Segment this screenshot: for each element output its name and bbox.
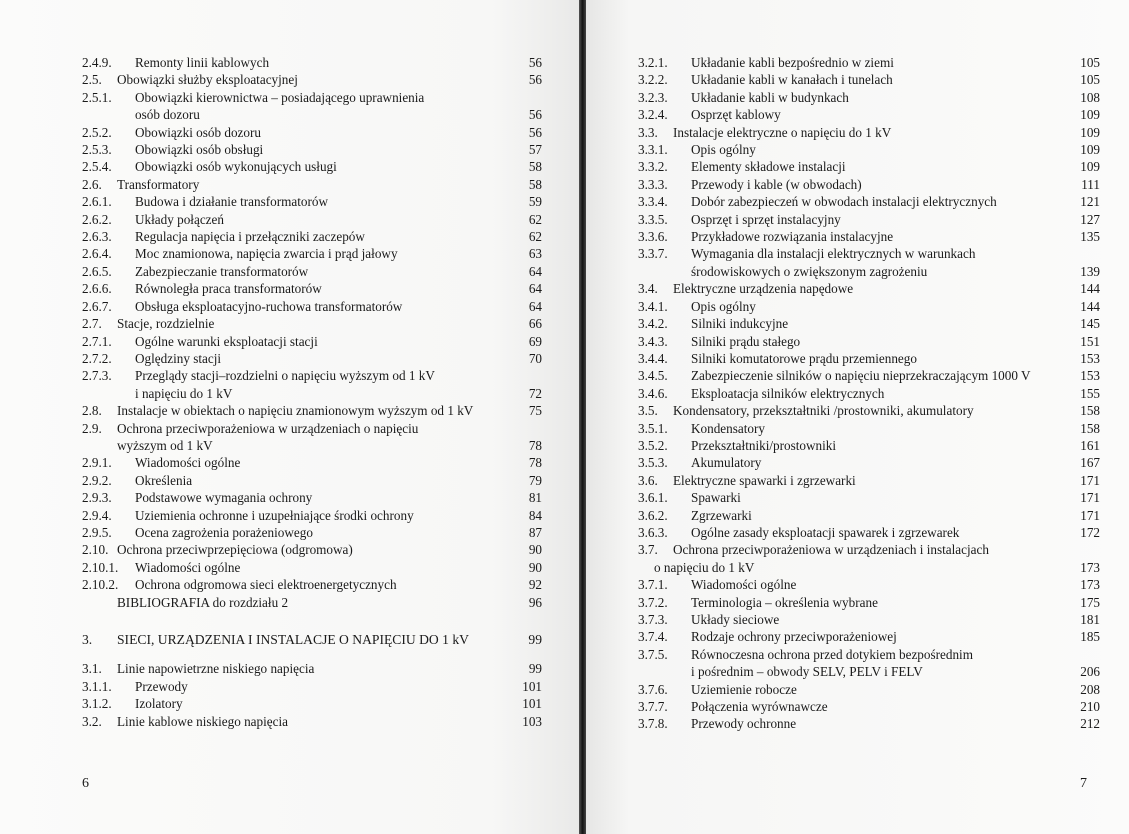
toc-entry-number: 3.7.4. — [638, 629, 668, 645]
toc-entry — [82, 367, 542, 384]
toc-entry-number: 2.10.1. — [82, 559, 119, 575]
toc-entry-title: Opis ogólny — [691, 142, 756, 158]
toc-entry-page: 212 — [1080, 716, 1100, 732]
toc-entry-page: 105 — [1080, 55, 1100, 70]
toc-entry-title: Zabezpieczanie transformatorów — [135, 263, 309, 279]
toc-entry-number: 2.6.4. — [82, 246, 112, 262]
toc-entry-title: Silniki komutatorowe prądu przemiennego — [691, 350, 917, 366]
toc-entry-title: Ochrona przeciwporażeniowa w urządzeniach o napięciu — [117, 420, 419, 436]
toc-entry — [82, 298, 542, 315]
toc-entry — [82, 660, 542, 677]
toc-entry-title: Ogólne zasady eksploatacji spawarek i zgrzewarek — [691, 524, 960, 540]
toc-entry-number: 2.9.5. — [82, 524, 112, 540]
toc-entry-page: 90 — [528, 559, 542, 575]
toc-entry-number: 3.4.4. — [638, 350, 668, 366]
toc-entry-number: 2.5.4. — [82, 159, 112, 175]
toc-entry-number: 3.7.3. — [638, 612, 668, 627]
toc-entry-number: 3.7.5. — [638, 646, 668, 662]
toc-entry-title: Obsługa eksploatacyjno-ruchowa transformatorów — [135, 298, 403, 314]
toc-entry-page: 108 — [1080, 89, 1100, 105]
toc-entry-title: o napięciu do 1 kV — [654, 559, 755, 575]
toc-entry-number: 3.4.3. — [638, 333, 668, 349]
toc-entry-title: Budowa i działanie transformatorów — [135, 194, 328, 210]
toc-entry-title: Przewody ochronne — [691, 716, 797, 732]
toc-entry-page: 56 — [528, 72, 542, 88]
toc-entry-number: 3.4.6. — [638, 385, 668, 401]
toc-entry-number: 3.7.1. — [638, 577, 668, 593]
toc-entry-title: Układy połączeń — [135, 211, 224, 227]
toc-entry-number: 3.6.1. — [638, 490, 668, 506]
toc-entry — [82, 541, 542, 558]
toc-entry — [82, 507, 542, 524]
toc-entry-number: 2.7.3. — [82, 368, 112, 384]
toc-entry-number: 3.3.6. — [638, 229, 668, 245]
toc-entry-number: 3.2.1. — [638, 55, 668, 70]
toc-entry-title: Linie napowietrzne niskiego napięcia — [117, 661, 315, 677]
toc-entry-title: Podstawowe wymagania ochrony — [135, 490, 313, 506]
toc-entry-page: 172 — [1080, 524, 1100, 540]
toc-entry-page: 92 — [528, 577, 542, 593]
toc-entry-number: 3.3.5. — [638, 211, 668, 227]
toc-entry — [82, 420, 542, 437]
page-number-right: 7 — [1080, 776, 1087, 791]
toc-spacer — [82, 648, 542, 660]
toc-entry — [638, 176, 1100, 193]
toc-entry — [82, 141, 542, 158]
toc-entry-page: 58 — [528, 176, 542, 192]
toc-entry — [638, 524, 1100, 541]
toc-entry — [82, 176, 542, 193]
toc-entry-page: 144 — [1080, 281, 1100, 297]
toc-entry-title: i pośrednim – obwody SELV, PELV i FELV — [691, 664, 923, 680]
toc-entry-page: 57 — [528, 142, 542, 158]
toc-entry-page: 101 — [522, 696, 542, 712]
toc-entry-number: 3.7.2. — [638, 594, 668, 610]
toc-entry — [82, 472, 542, 489]
toc-entry-number: 2.7.2. — [82, 350, 112, 366]
toc-entry-title: Opis ogólny — [691, 298, 756, 314]
toc-entry — [638, 280, 1100, 297]
toc-entry — [638, 681, 1100, 698]
toc-entry-page: 99 — [528, 661, 542, 677]
toc-entry — [638, 367, 1100, 384]
toc-entry-page: 64 — [528, 263, 542, 279]
toc-entry — [638, 698, 1100, 715]
toc-entry-title: Układy sieciowe — [691, 612, 780, 627]
toc-entry — [82, 333, 542, 350]
toc-entry-page: 70 — [528, 350, 542, 366]
toc-entry-number: 3.6.2. — [638, 507, 668, 523]
toc-entry-page: 109 — [1080, 124, 1100, 140]
toc-entry-title: i napięciu do 1 kV — [135, 385, 233, 401]
toc-entry-page: 59 — [528, 194, 542, 210]
toc-entry-page: 109 — [1080, 159, 1100, 175]
toc-entry-number: 2.10. — [82, 542, 109, 558]
toc-entry-title: Uziemienie robocze — [691, 681, 797, 697]
toc-entry-title: Elementy składowe instalacji — [691, 159, 846, 175]
toc-entry — [82, 678, 542, 695]
toc-entry-number: 3.1.2. — [82, 696, 112, 712]
toc-entry-number: 2.6.5. — [82, 263, 112, 279]
toc-entry-title: Równoległa praca transformatorów — [135, 281, 322, 297]
toc-entry-page: 158 — [1080, 420, 1100, 436]
toc-entry-title: Instalacje w obiektach o napięciu znamionowym wyższym od 1 kV — [117, 403, 474, 419]
toc-entry-title: Dobór zabezpieczeń w obwodach instalacji elektrycznych — [691, 194, 997, 210]
toc-entry — [82, 559, 542, 576]
toc-entry — [638, 507, 1100, 524]
toc-entry-page: 173 — [1080, 577, 1100, 593]
toc-entry-page: 167 — [1080, 455, 1100, 471]
toc-entry-number: 2.5. — [82, 72, 102, 88]
toc-entry-number: 3.6. — [638, 472, 658, 488]
toc-entry-title: Izolatory — [135, 696, 183, 712]
toc-entry-title: Elektryczne urządzenia napędowe — [673, 281, 854, 297]
toc-entry-number: 2.4.9. — [82, 55, 112, 70]
toc-entry-title: Linie kablowe niskiego napięcia — [117, 713, 289, 729]
toc-entry-page: 109 — [1080, 107, 1100, 123]
toc-entry-title: Ochrona odgromowa sieci elektroenergetycznych — [135, 577, 397, 593]
toc-entry-title: Instalacje elektryczne o napięciu do 1 kV — [673, 124, 892, 140]
toc-entry — [638, 228, 1100, 245]
toc-entry — [82, 228, 542, 245]
toc-entry-title: Transformatory — [117, 176, 200, 192]
toc-entry-number: 2.6.6. — [82, 281, 112, 297]
toc-entry-page: 56 — [528, 124, 542, 140]
toc-entry-page: 109 — [1080, 142, 1100, 158]
toc-entry — [638, 559, 1100, 576]
toc-entry-page: 127 — [1080, 211, 1100, 227]
toc-entry — [638, 89, 1100, 106]
toc-entry — [638, 663, 1100, 680]
toc-entry-number: 3.2.3. — [638, 89, 668, 105]
toc-entry-number: 3.1. — [82, 661, 102, 677]
toc-entry-page: 173 — [1080, 559, 1100, 575]
toc-entry-page: 84 — [528, 507, 542, 523]
toc-entry-page: 64 — [528, 298, 542, 314]
toc-entry-number: 2.6. — [82, 176, 102, 192]
toc-entry-title: Ochrona przeciwporażeniowa w urządzeniach i instalacjach — [673, 542, 989, 558]
toc-entry — [638, 594, 1100, 611]
toc-entry-title: Obowiązki osób wykonujących usługi — [135, 159, 337, 175]
toc-entry-number: 2.7.1. — [82, 333, 112, 349]
toc-entry-page: 103 — [522, 713, 542, 729]
toc-entry — [82, 437, 542, 454]
page-number-left: 6 — [82, 776, 89, 791]
toc-entry-title: Określenia — [135, 472, 193, 488]
toc-entry-number: 3. — [82, 632, 93, 647]
toc-entry-page: 175 — [1080, 594, 1100, 610]
toc-entry — [82, 193, 542, 210]
toc-entry-title: Obowiązki osób dozoru — [135, 124, 261, 140]
toc-entry — [638, 541, 1100, 558]
toc-entry-page: 206 — [1080, 664, 1100, 680]
toc-entry-number: 3.5.3. — [638, 455, 668, 471]
toc-spacer — [82, 611, 542, 631]
toc-entry — [82, 489, 542, 506]
toc-entry — [638, 158, 1100, 175]
toc-entry-title: Eksploatacja silników elektrycznych — [691, 385, 885, 401]
toc-entry-number: 2.10.2. — [82, 577, 119, 593]
toc-entry-number: 3.4. — [638, 281, 658, 297]
toc-entry-title: Osprzęt kablowy — [691, 107, 781, 123]
toc-entry-title: Silniki indukcyjne — [691, 316, 789, 332]
toc-entry-page: 121 — [1080, 194, 1100, 210]
toc-entry-title: Remonty linii kablowych — [135, 55, 270, 70]
toc-entry-number: 3.4.5. — [638, 368, 668, 384]
toc-entry-page: 145 — [1080, 316, 1100, 332]
right-page — [586, 0, 1129, 834]
toc-entry-page: 56 — [528, 107, 542, 123]
toc-entry-number: 3.1.1. — [82, 678, 112, 694]
toc-entry-title: Ochrona przeciwprzepięciowa (odgromowa) — [117, 542, 353, 558]
toc-entry-number: 3.2. — [82, 713, 102, 729]
toc-entry — [82, 211, 542, 228]
toc-entry — [82, 524, 542, 541]
toc-entry-page: 81 — [528, 490, 542, 506]
toc-entry-page: 87 — [528, 524, 542, 540]
toc-entry — [638, 141, 1100, 158]
toc-entry — [638, 71, 1100, 88]
toc-entry — [638, 124, 1100, 141]
toc-entry-title: Wiadomości ogólne — [135, 559, 241, 575]
toc-entry-page: 56 — [528, 55, 542, 70]
toc-entry-page: 155 — [1080, 385, 1100, 401]
toc-entry — [638, 454, 1100, 471]
toc-entry-title: Akumulatory — [691, 455, 762, 471]
toc-entry-number: 2.9.2. — [82, 472, 112, 488]
toc-entry — [82, 713, 542, 730]
toc-entry-page: 105 — [1080, 72, 1100, 88]
toc-entry — [82, 402, 542, 419]
toc-left — [82, 54, 542, 730]
toc-entry-title: Kondensatory, przekształtniki /prostowniki, akumulatory — [673, 403, 974, 419]
toc-entry — [82, 245, 542, 262]
toc-entry-page: 171 — [1080, 472, 1100, 488]
toc-entry-number: 3.3.1. — [638, 142, 668, 158]
toc-entry — [82, 315, 542, 332]
toc-entry — [82, 106, 542, 123]
toc-entry-page: 99 — [528, 632, 542, 647]
toc-entry-number: 3.7.8. — [638, 716, 668, 732]
toc-entry-title: Moc znamionowa, napięcia zwarcia i prąd jałowy — [135, 246, 398, 262]
toc-entry-title: Regulacja napięcia i przełączniki zaczepów — [135, 229, 365, 245]
toc-entry-number: 2.6.3. — [82, 229, 112, 245]
toc-entry-title: Terminologia – określenia wybrane — [691, 594, 878, 610]
toc-entry-title: Przykładowe rozwiązania instalacyjne — [691, 229, 894, 245]
toc-entry-page: 144 — [1080, 298, 1100, 314]
toc-entry-page: 63 — [528, 246, 542, 262]
toc-entry — [638, 54, 1100, 71]
toc-entry-title: Przewody — [135, 678, 188, 694]
toc-entry-title: Obowiązki osób obsługi — [135, 142, 264, 158]
toc-entry — [638, 211, 1100, 228]
toc-entry-page: 161 — [1080, 437, 1100, 453]
toc-entry-number: 3.2.4. — [638, 107, 668, 123]
toc-entry-page: 62 — [528, 211, 542, 227]
toc-entry-title: Przeglądy stacji–rozdzielni o napięciu wyższym od 1 kV — [135, 368, 435, 384]
toc-entry-page: 153 — [1080, 350, 1100, 366]
toc-entry-page: 171 — [1080, 507, 1100, 523]
toc-entry-title: BIBLIOGRAFIA do rozdziału 2 — [117, 594, 289, 610]
toc-entry-title: Połączenia wyrównawcze — [691, 699, 828, 715]
toc-entry-number: 2.9.1. — [82, 455, 112, 471]
toc-entry-page: 208 — [1080, 681, 1100, 697]
toc-entry-title: Przekształtniki/prostowniki — [691, 437, 837, 453]
toc-entry-number: 3.5.2. — [638, 437, 668, 453]
toc-entry — [638, 106, 1100, 123]
toc-entry-number: 2.8. — [82, 403, 102, 419]
toc-entry-title: Osprzęt i sprzęt instalacyjny — [691, 211, 841, 227]
toc-entry-number: 3.5. — [638, 403, 658, 419]
toc-entry-page: 79 — [528, 472, 542, 488]
toc-entry-title: Zgrzewarki — [691, 507, 752, 523]
toc-entry-title: SIECI, URZĄDZENIA I INSTALACJE O NAPIĘCIU DO 1 kV — [117, 632, 469, 647]
toc-entry-title: Obowiązki służby eksploatacyjnej — [117, 72, 298, 88]
toc-entry — [82, 631, 542, 648]
toc-entry-title: Układanie kabli bezpośrednio w ziemi — [691, 55, 894, 70]
toc-entry — [82, 54, 542, 71]
toc-entry-title: Silniki prądu stałego — [691, 333, 801, 349]
toc-entry-title: Elektryczne spawarki i zgrzewarki — [673, 472, 856, 488]
book-gutter — [579, 0, 586, 834]
toc-entry — [638, 420, 1100, 437]
toc-entry — [82, 594, 542, 611]
toc-entry — [82, 263, 542, 280]
toc-entry-number: 3.3.2. — [638, 159, 668, 175]
toc-entry-title: Oględziny stacji — [135, 350, 222, 366]
toc-entry — [82, 124, 542, 141]
toc-entry-number: 2.6.2. — [82, 211, 112, 227]
toc-entry — [82, 280, 542, 297]
toc-entry-title: Układanie kabli w kanałach i tunelach — [691, 72, 893, 88]
toc-entry-title: Ogólne warunki eksploatacji stacji — [135, 333, 318, 349]
toc-entry-page: 96 — [528, 594, 542, 610]
toc-entry-number: 3.5.1. — [638, 420, 668, 436]
toc-entry-page: 139 — [1080, 263, 1100, 279]
toc-entry-title: środowiskowych o zwiększonym zagrożeniu — [691, 263, 928, 279]
toc-entry — [82, 695, 542, 712]
toc-entry-number: 2.5.1. — [82, 89, 112, 105]
toc-entry-number: 2.9.3. — [82, 490, 112, 506]
toc-entry-page: 90 — [528, 542, 542, 558]
toc-entry-title: Wiadomości ogólne — [691, 577, 797, 593]
toc-entry-title: Ocena zagrożenia porażeniowego — [135, 524, 313, 540]
toc-entry — [638, 489, 1100, 506]
toc-entry — [638, 611, 1100, 628]
toc-entry-title: Uziemienia ochronne i uzupełniające środki ochrony — [135, 507, 414, 523]
toc-entry-number: 2.5.2. — [82, 124, 112, 140]
toc-entry — [82, 454, 542, 471]
toc-entry-number: 3.3.4. — [638, 194, 668, 210]
toc-entry-number: 3.7. — [638, 542, 658, 558]
toc-entry-title: Zabezpieczenie silników o napięciu nieprzekraczającym 1000 V — [691, 368, 1031, 384]
toc-entry — [638, 385, 1100, 402]
toc-entry — [638, 472, 1100, 489]
toc-entry — [82, 71, 542, 88]
toc-entry-number: 3.3.7. — [638, 246, 668, 262]
toc-entry-page: 151 — [1080, 333, 1100, 349]
toc-entry-page: 78 — [528, 437, 542, 453]
toc-entry — [82, 89, 542, 106]
toc-entry-title: Wymagania dla instalacji elektrycznych w warunkach — [691, 246, 976, 262]
toc-entry-title: Przewody i kable (w obwodach) — [691, 176, 862, 192]
toc-entry — [638, 245, 1100, 262]
toc-entry-page: 185 — [1080, 629, 1100, 645]
toc-entry-title: Kondensatory — [691, 420, 765, 436]
toc-entry-number: 2.9. — [82, 420, 102, 436]
toc-entry — [82, 158, 542, 175]
toc-entry — [638, 437, 1100, 454]
toc-entry-number: 2.7. — [82, 316, 102, 332]
toc-entry-page: 158 — [1080, 403, 1100, 419]
toc-entry-number: 3.3.3. — [638, 176, 668, 192]
toc-entry-number: 3.6.3. — [638, 524, 668, 540]
toc-entry-title: Stacje, rozdzielnie — [117, 316, 215, 332]
toc-entry-number: 3.2.2. — [638, 72, 668, 88]
toc-entry-title: Rodzaje ochrony przeciwporażeniowej — [691, 629, 897, 645]
toc-entry — [638, 263, 1100, 280]
toc-entry-page: 153 — [1080, 368, 1100, 384]
toc-entry — [638, 646, 1100, 663]
toc-entry-page: 135 — [1080, 229, 1100, 245]
toc-entry — [638, 193, 1100, 210]
toc-entry-page: 210 — [1080, 699, 1100, 715]
toc-entry-title: Równoczesna ochrona przed dotykiem bezpośrednim — [691, 646, 973, 662]
toc-entry-number: 3.4.2. — [638, 316, 668, 332]
toc-entry — [638, 628, 1100, 645]
toc-entry-number: 2.5.3. — [82, 142, 112, 158]
toc-entry-page: 78 — [528, 455, 542, 471]
toc-entry-page: 75 — [528, 403, 542, 419]
toc-entry-title: Układanie kabli w budynkach — [691, 89, 849, 105]
toc-entry-title: Wiadomości ogólne — [135, 455, 241, 471]
toc-entry-page: 101 — [522, 678, 542, 694]
toc-entry-page: 171 — [1080, 490, 1100, 506]
toc-entry-page: 181 — [1080, 612, 1100, 627]
toc-entry-number: 3.7.7. — [638, 699, 668, 715]
toc-entry-title: osób dozoru — [135, 107, 200, 123]
toc-entry-page: 66 — [528, 316, 542, 332]
toc-entry-number: 2.6.7. — [82, 298, 112, 314]
toc-entry-number: 2.9.4. — [82, 507, 112, 523]
toc-entry — [82, 385, 542, 402]
toc-entry-page: 58 — [528, 159, 542, 175]
toc-entry — [638, 402, 1100, 419]
toc-entry-number: 2.6.1. — [82, 194, 112, 210]
toc-entry-page: 64 — [528, 281, 542, 297]
toc-entry-number: 3.3. — [638, 124, 658, 140]
toc-entry — [638, 576, 1100, 593]
toc-entry-page: 111 — [1081, 176, 1100, 192]
toc-entry-title: Spawarki — [691, 490, 741, 506]
toc-entry-number: 3.4.1. — [638, 298, 668, 314]
toc-entry-title: Obowiązki kierownictwa – posiadającego uprawnienia — [135, 89, 425, 105]
toc-entry-page: 69 — [528, 333, 542, 349]
toc-entry-page: 62 — [528, 229, 542, 245]
toc-entry — [638, 715, 1100, 732]
toc-entry-number: 3.7.6. — [638, 681, 668, 697]
toc-entry — [638, 315, 1100, 332]
toc-entry — [82, 350, 542, 367]
toc-entry — [638, 333, 1100, 350]
toc-entry-title: wyższym od 1 kV — [117, 437, 213, 453]
toc-entry-page: 72 — [528, 385, 542, 401]
toc-entry — [82, 576, 542, 593]
toc-entry — [638, 298, 1100, 315]
toc-entry — [638, 350, 1100, 367]
toc-right — [638, 54, 1100, 733]
